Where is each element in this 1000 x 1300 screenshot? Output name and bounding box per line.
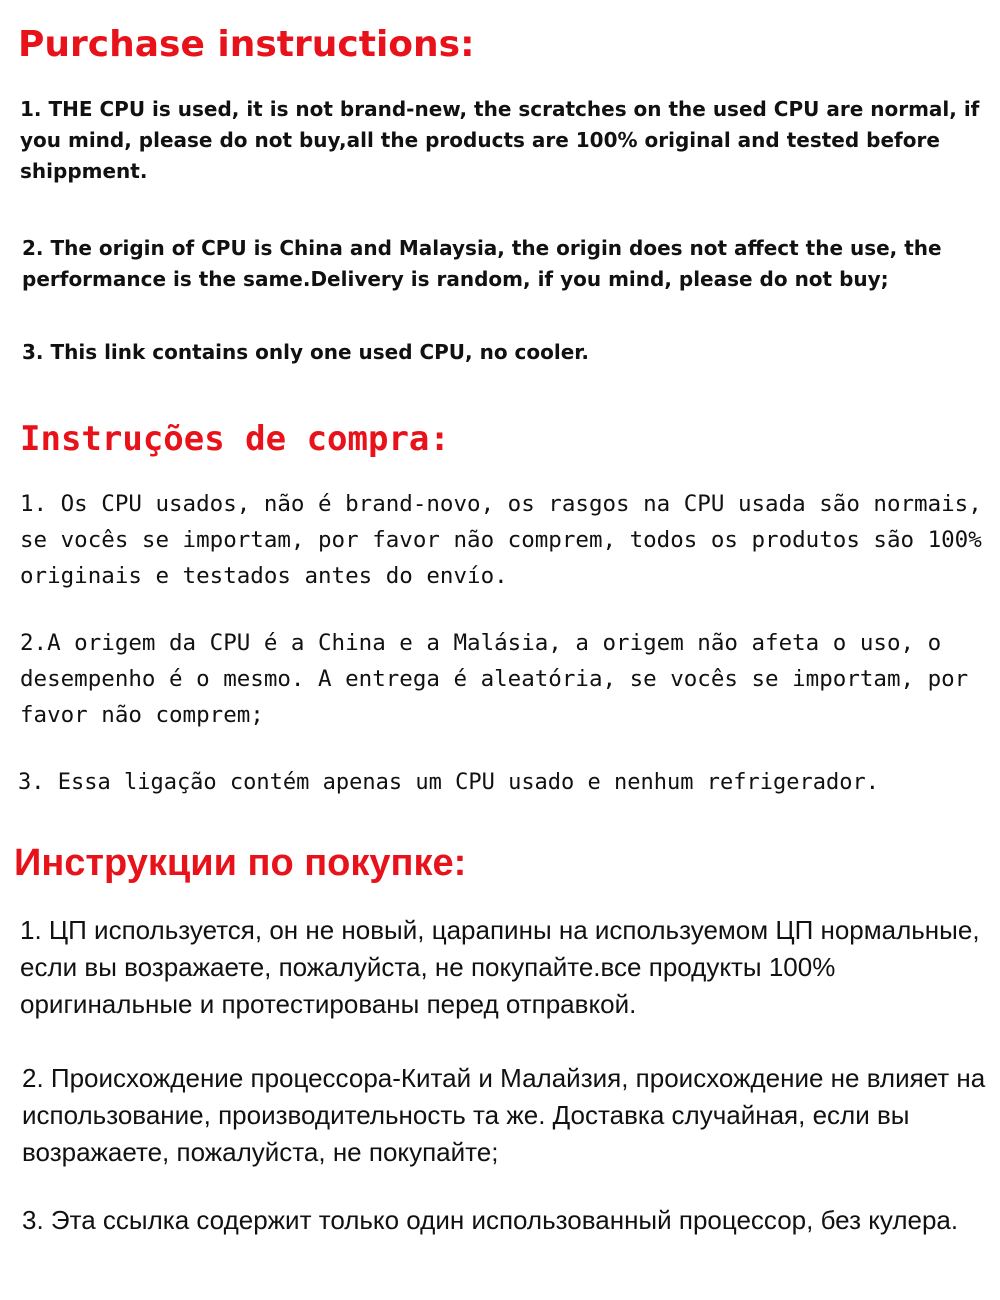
- russian-instruction-2: 2. Происхождение процессора-Китай и Малайзия, происхождение не влияет на использование, производительность та же. Доставка случайная, если вы возражаете, пожалуйста, не покупайте;: [22, 1063, 986, 1167]
- russian-instruction-1: 1. ЦП используется, он не новый, царапины на используемом ЦП нормальные, если вы возражаете, пожалуйста, не покупайте.все продукты 100% оригинальные и протестированы перед отправкой.: [20, 915, 980, 1019]
- english-heading: Purchase instructions:: [18, 24, 475, 65]
- russian-instruction-3: 3. Эта ссылка содержит только один использованный процессор, без кулера.: [22, 1205, 959, 1235]
- russian-heading: Инструкции по покупке:: [14, 842, 467, 884]
- english-instruction-1: 1. THE CPU is used, it is not brand-new, the scratches on the used CPU are normal, if you mind, please do not buy,all the products are 100% original and tested before shippment.: [20, 97, 980, 183]
- english-instruction-3: 3. This link contains only one used CPU, no cooler.: [22, 340, 589, 364]
- english-instruction-2: 2. The origin of CPU is China and Malaysia, the origin does not affect the use, the performance is the same.Delivery is random, if you mind, please do not buy;: [22, 236, 942, 291]
- portuguese-instruction-3: 3. Essa ligação contém apenas um CPU usado e nenhum refrigerador.: [18, 770, 879, 795]
- portuguese-instruction-1: 1. Os CPU usados, não é brand-novo, os rasgos na CPU usada são normais, se vocês se importam, por favor não comprem, todos os produtos são 100% originais e testados antes do envío.: [20, 491, 982, 589]
- portuguese-instruction-2: 2.A origem da CPU é a China e a Malásia, a origem não afeta o uso, o desempenho é o mesmo. A entrega é aleatória, se vocês se importam, por favor não comprem;: [20, 630, 969, 728]
- portuguese-heading: Instruções de compra:: [20, 419, 450, 459]
